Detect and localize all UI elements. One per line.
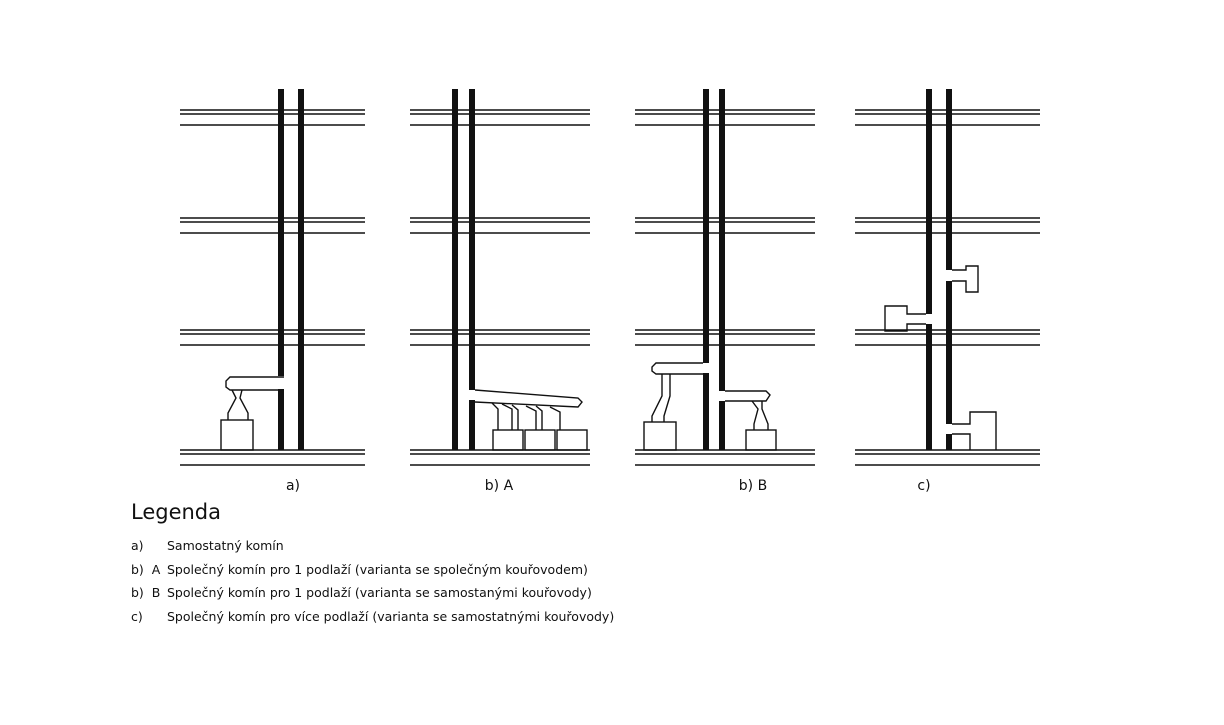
chimney-shaft xyxy=(703,89,725,450)
flue-lower-right xyxy=(952,412,996,450)
chimney-shaft xyxy=(278,89,304,450)
boiler-right xyxy=(746,430,776,450)
chimney-shaft xyxy=(452,89,475,450)
common-flue xyxy=(475,390,582,407)
panel-label-b-a: b) A xyxy=(484,478,514,494)
flue-branches xyxy=(492,403,560,430)
floor-slabs xyxy=(410,110,590,465)
legend-text: Společný komín pro 1 podlaží (varianta se samostanými kouřovody) xyxy=(167,585,592,600)
legend xyxy=(131,500,614,628)
legend-key: a) xyxy=(131,538,144,553)
legend-key: b) A xyxy=(131,561,161,577)
boiler-left xyxy=(644,422,676,450)
legend-item xyxy=(131,558,614,582)
legend-key: b) B xyxy=(131,585,161,600)
boilers xyxy=(493,430,587,450)
flue-pipe-left xyxy=(652,363,703,422)
panel-bA-drawing xyxy=(410,89,590,465)
panel-label-a: a) xyxy=(285,478,301,494)
flue-upper-right xyxy=(952,266,978,292)
legend-title: Legenda xyxy=(131,500,222,524)
legend-key: c) xyxy=(131,608,143,624)
legend-item xyxy=(131,534,614,558)
chimney-shaft xyxy=(926,89,952,450)
legend-item xyxy=(131,605,614,629)
panel-bB-drawing xyxy=(635,89,815,465)
legend-text: Společný komín pro 1 podlaží (varianta se společným kouřovodem) xyxy=(167,561,588,577)
legend-text: Společný komín pro více podlaží (varianta se samostatnými kouřovody) xyxy=(167,608,615,624)
flue-middle-left xyxy=(885,306,926,331)
flue-pipe-right xyxy=(725,391,770,430)
floor-slabs xyxy=(180,110,365,465)
legend-item xyxy=(131,581,614,605)
legend-text: Samostatný komín xyxy=(167,538,284,553)
boiler xyxy=(221,420,253,450)
flue-pipe xyxy=(226,377,284,420)
panel-c-drawing xyxy=(855,89,1040,465)
panel-a-drawing xyxy=(180,89,365,465)
panel-label-b-b: b) B xyxy=(738,478,768,494)
panel-label-c: c) xyxy=(917,478,931,494)
